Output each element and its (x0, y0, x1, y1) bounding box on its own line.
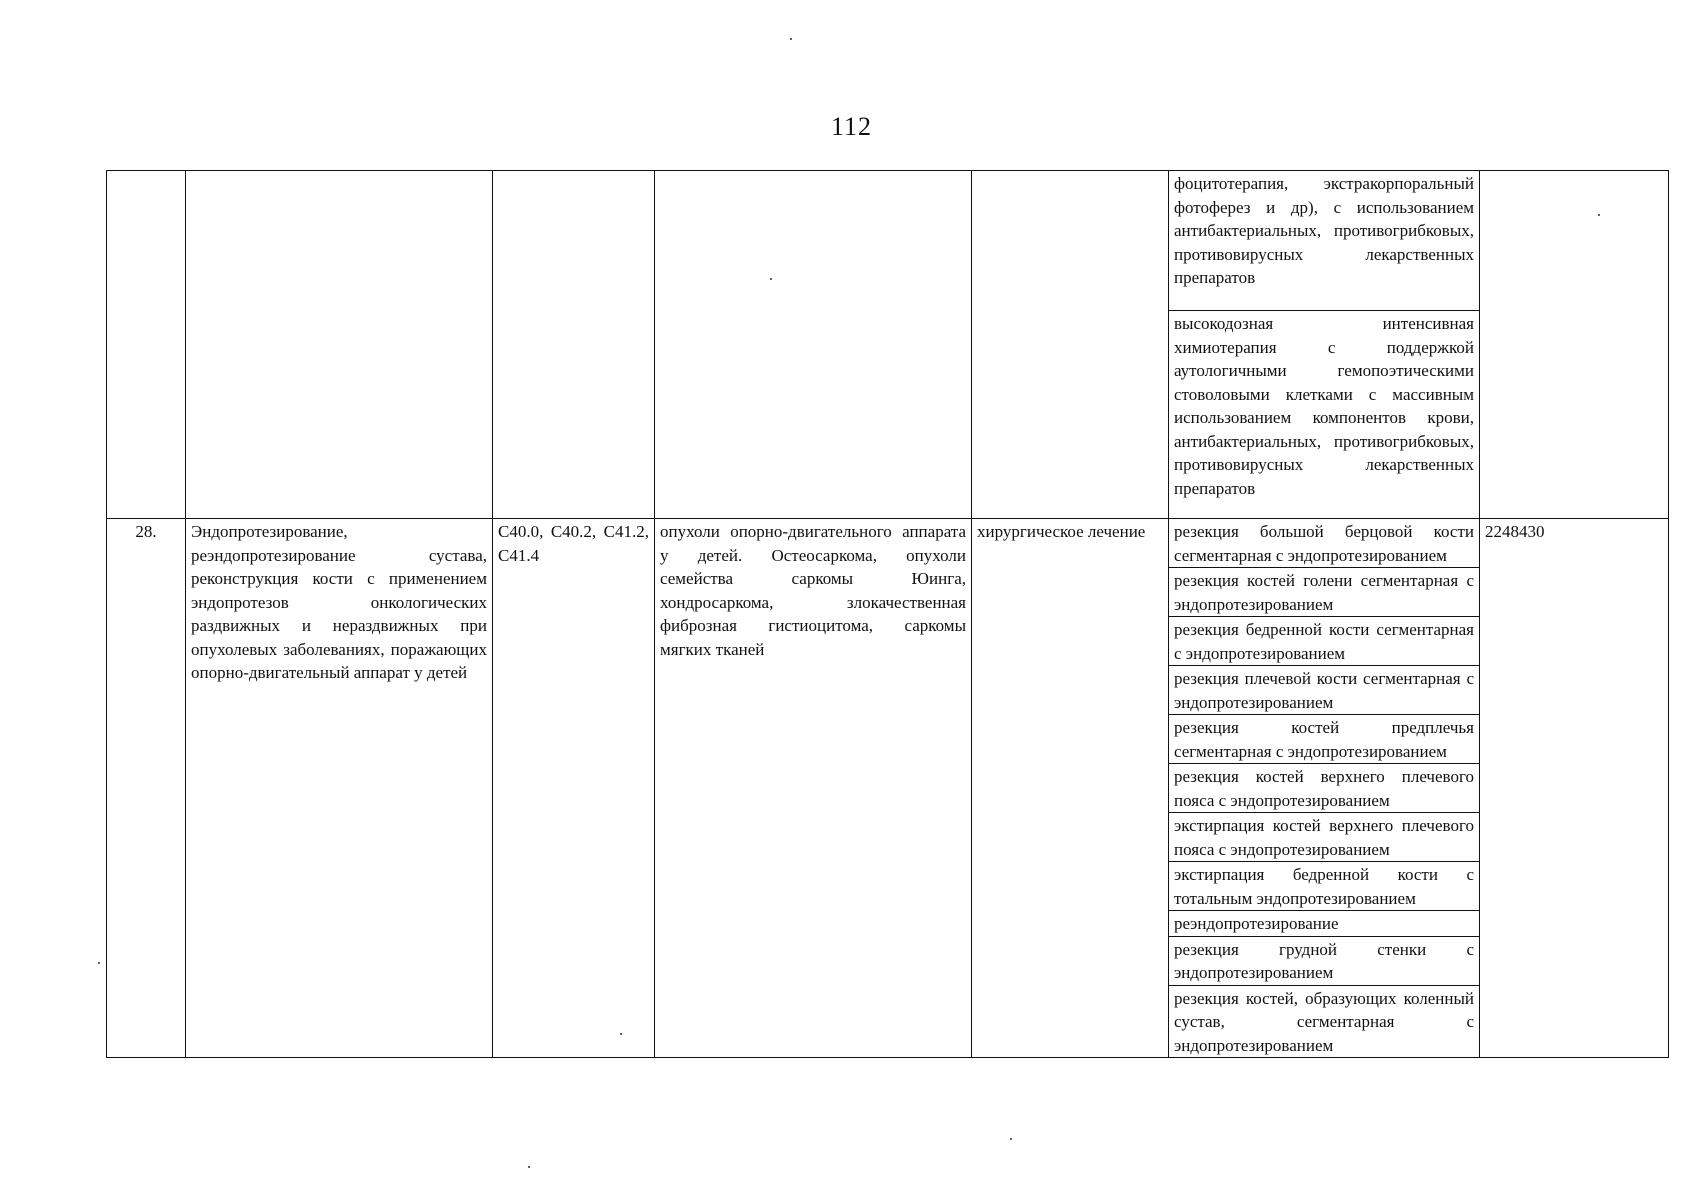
cell-code-continued (493, 171, 655, 519)
scan-speck (790, 38, 792, 40)
cell-method: резекция бедренной кости сегментарная с эндопротезированием (1169, 617, 1480, 666)
cell-type-continued (972, 171, 1169, 519)
scan-speck (620, 1033, 622, 1035)
cell-method-continued-2: высокодозная интенсивная химиотерапия с поддержкой аутологичными гемопоэтическими стоволовыми клетками с массивным использованием компонентов крови, антибактериальных, противогрибковых, противовирусных лекарственных препаратов (1169, 311, 1480, 519)
cell-row-number: 28. (107, 519, 186, 1058)
scan-speck (98, 962, 100, 964)
cell-method: резекция костей голени сегментарная с эндопротезированием (1169, 568, 1480, 617)
scan-speck (1598, 214, 1600, 216)
cell-treatment-type: хирургическое лечение (972, 519, 1169, 1058)
table-row-28 (107, 519, 1669, 568)
page-number: 112 (830, 112, 873, 141)
scan-speck (770, 278, 772, 280)
cell-method: резекция плечевой кости сегментарная с эндопротезированием (1169, 666, 1480, 715)
cell-method: экстирпация костей верхнего плечевого пояса с эндопротезированием (1169, 813, 1480, 862)
cell-patient-model: опухоли опорно-двигательного аппарата у детей. Остеосаркома, опухоли семейства саркомы Юинга, хондросаркома, злокачественная фиброзная гистиоцитома, саркомы мягких тканей (655, 519, 972, 1058)
cell-num-continued (107, 171, 186, 519)
cell-cost: 2248430 (1480, 519, 1669, 1058)
cell-icd-codes: C40.0, C40.2, C41.2, C41.4 (493, 519, 655, 1058)
cell-name-continued (186, 171, 493, 519)
cell-cost-continued (1480, 171, 1669, 519)
cell-method: реэндопротезирование (1169, 911, 1480, 937)
scan-speck (528, 1166, 530, 1168)
cell-method-continued-1: фоцитотерапия, экстракорпоральный фотоферез и др), с использованием антибактериальных, противогрибковых, противовирусных лекарственных препаратов (1169, 171, 1480, 311)
cell-method: резекция костей, образующих коленный сустав, сегментарная с эндопротезированием (1169, 985, 1480, 1058)
cell-method: резекция костей верхнего плечевого пояса с эндопротезированием (1169, 764, 1480, 813)
cell-method: резекция костей предплечья сегментарная с эндопротезированием (1169, 715, 1480, 764)
services-table (106, 170, 1669, 1058)
cell-method: экстирпация бедренной кости с тотальным эндопротезированием (1169, 862, 1480, 911)
cell-model-continued (655, 171, 972, 519)
table-row-continued-1 (107, 171, 1669, 311)
cell-method: резекция грудной стенки с эндопротезированием (1169, 936, 1480, 985)
cell-service-name: Эндопротезирование, реэндопротезирование сустава, реконструкция кости с применением эндопротезов онкологических раздвижных и нераздвижных при опухолевых заболеваниях, поражающих опорно-двигательный аппарат у детей (186, 519, 493, 1058)
cell-method: резекция большой берцовой кости сегментарная с эндопротезированием (1169, 519, 1480, 568)
scan-speck (1010, 1138, 1012, 1140)
